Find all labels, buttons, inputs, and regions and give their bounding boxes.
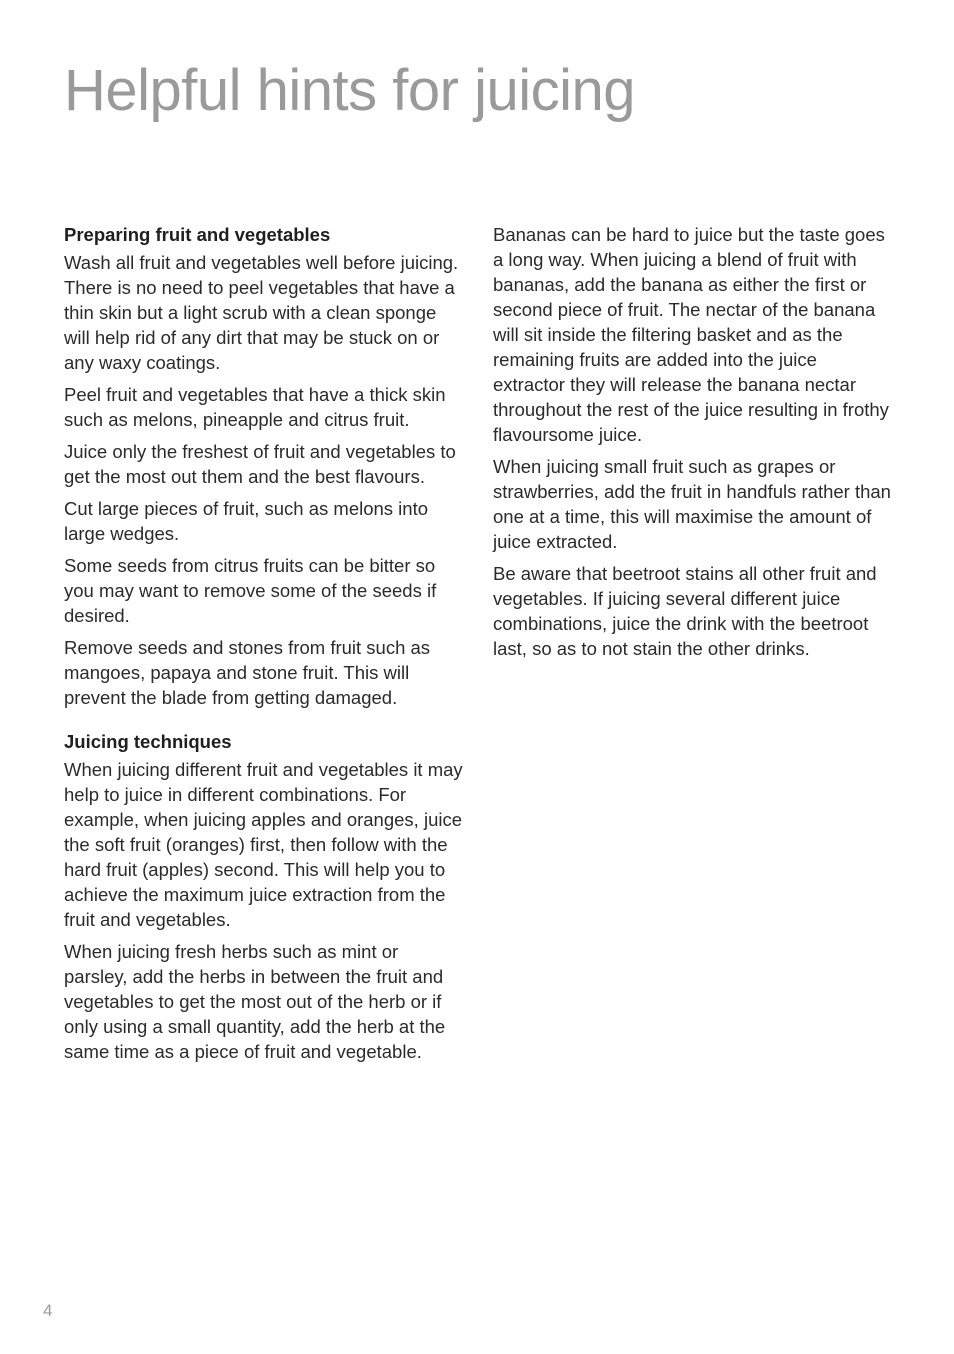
paragraph-herbs: When juicing fresh herbs such as mint or parsley, add the herbs in between the fruit and vegetables to get the most out of the herb or if only using a small quantity, add the herb at the same time as a piece of fruit and vegetable. [64,941,446,1062]
paragraph-bananas: Bananas can be hard to juice but the taste goes a long way. When juicing a blend of fruit with bananas, add the banana as either the first or second piece of fruit. The nectar of the banana will sit inside the filtering basket and as the remaining fruits are added into the juice extractor they will release the banana nectar throughout the rest of the juice resulting in frothy flavoursome juice. [493,224,889,445]
paragraph-cut-wedges: Cut large pieces of fruit, such as melons into large wedges. [64,498,429,544]
page-title: Helpful hints for juicing [64,58,636,123]
paragraph-citrus-seeds: Some seeds from citrus fruits can be bitter so you may want to remove some of the seeds if desired. [64,555,437,626]
paragraph-small-fruit: When juicing small fruit such as grapes or strawberries, add the fruit in handfuls rather than one at a time, this will maximise the amount of juice extracted. [493,456,891,552]
section-heading-preparing: Preparing fruit and vegetables [64,224,331,245]
paragraph-beetroot: Be aware that beetroot stains all other fruit and vegetables. If juicing several different juice combinations, juice the drink with the beetroot last, so as to not stain the other drinks. [493,563,877,659]
paragraph-freshest: Juice only the freshest of fruit and vegetables to get the most out them and the best flavours. [64,441,456,487]
paragraph-remove-stones: Remove seeds and stones from fruit such as mangoes, papaya and stone fruit. This will prevent the blade from getting damaged. [64,637,431,708]
page-number: 4 [43,1301,53,1320]
right-column [493,222,893,668]
section-heading-techniques: Juicing techniques [64,731,232,752]
left-column [64,222,464,1071]
paragraph-wash: Wash all fruit and vegetables well before juicing. There is no need to peel vegetables that have a thin skin but a light scrub with a clean sponge will help rid of any dirt that may be stuck on or any waxy coatings. [64,252,459,373]
paragraph-peel: Peel fruit and vegetables that have a thick skin such as melons, pineapple and citrus fruit. [64,384,446,430]
section-spacer [64,717,464,729]
paragraph-combinations: When juicing different fruit and vegetables it may help to juice in different combinations. For example, when juicing apples and oranges, juice the soft fruit (oranges) first, then follow with the hard fruit (apples) second. This will help you to achieve the maximum juice extraction from the fruit and vegetables. [64,759,463,930]
